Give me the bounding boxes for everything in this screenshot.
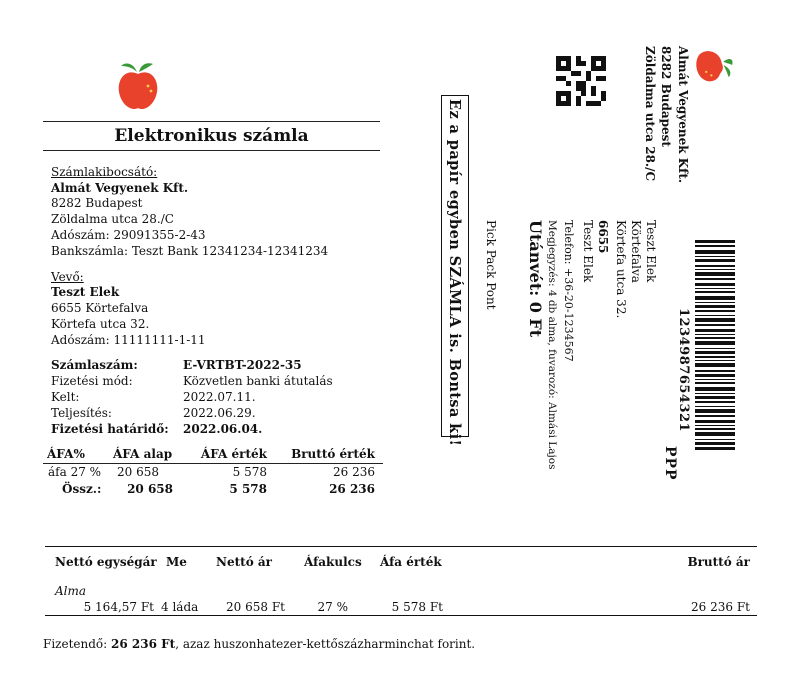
item-qty: 4 láda xyxy=(161,600,199,614)
issuer-street: Zöldalma utca 28./C xyxy=(51,212,174,226)
items-header-unit: Me xyxy=(166,555,187,569)
vat-row-value: 5 578 xyxy=(232,465,267,479)
items-header-unit-price: Nettó egységár xyxy=(55,555,157,569)
recipient-phone: Telefon: +36-20-1234567 xyxy=(562,220,575,362)
recipient-city: Körtefalva xyxy=(629,220,643,283)
issuer-city: 8282 Budapest xyxy=(51,196,143,210)
vat-total-label: Össz.: xyxy=(62,482,102,496)
items-header-net: Nettó ár xyxy=(216,555,272,569)
invoice-number-label: Számlaszám: xyxy=(51,358,138,372)
recipient-name-2: Teszt Elek xyxy=(581,220,595,283)
invoice-notice: Ez a papír egyben SZÁMLA is. Bontsa ki! xyxy=(446,99,463,447)
payable-line xyxy=(43,636,475,652)
buyer-name: Teszt Elek xyxy=(51,285,120,299)
issuer-name: Almát Vegyenek Kft. xyxy=(51,181,189,195)
fulfil-value: 2022.06.29. xyxy=(183,406,256,420)
items-header-gross: Bruttó ár xyxy=(687,555,750,569)
barcode xyxy=(695,240,735,450)
sender-street: Zöldalma utca 28./C xyxy=(643,46,657,182)
fulfil-label: Teljesítés: xyxy=(51,406,112,420)
due-value: 2022.06.04. xyxy=(183,422,263,436)
item-gross: 26 236 Ft xyxy=(691,600,750,614)
service-name: Pick Pack Pont xyxy=(484,220,498,310)
payable-words: , azaz huszonhatezer-kettőszázharminchat forint. xyxy=(175,637,476,651)
payable-amount: 26 236 Ft xyxy=(111,637,176,651)
recipient-street: Körtefa utca 32. xyxy=(614,220,628,319)
cod-amount: Utánvét: 0 Ft xyxy=(526,220,545,338)
item-vat: 5 578 Ft xyxy=(391,600,443,614)
sender-city: 8282 Budapest xyxy=(659,46,673,147)
vat-total-gross: 26 236 xyxy=(329,482,375,496)
invoice-number-value: E-VRTBT-2022-35 xyxy=(183,358,302,372)
shipping-note: Megjegyzés: 4 db alma, fuvarozó: Almási Lajos xyxy=(546,220,558,470)
due-label: Fizetési határidő: xyxy=(51,422,169,436)
vat-header-gross: Bruttó érték xyxy=(291,447,375,461)
recipient-zip: 6655 xyxy=(596,220,610,254)
issuer-tax: Adószám: 29091355-2-43 xyxy=(51,228,206,242)
issuer-bank: Bankszámla: Teszt Bank 12341234-12341234 xyxy=(51,244,329,258)
recipient-name: Teszt Elek xyxy=(644,220,658,283)
vat-header-rate: ÁFA% xyxy=(47,447,85,461)
date-label: Kelt: xyxy=(51,390,80,404)
qr-code xyxy=(556,56,606,106)
buyer-street: Körtefa utca 32. xyxy=(51,317,150,331)
vat-header-base: ÁFA alap xyxy=(113,447,173,461)
vat-header-value: ÁFA érték xyxy=(200,447,267,461)
invoice-title: Elektronikus számla xyxy=(43,121,380,151)
issuer-label: Számlakibocsátó: xyxy=(51,165,158,179)
payment-label: Fizetési mód: xyxy=(51,374,133,388)
carrier-code: PPP xyxy=(662,446,678,481)
item-net: 20 658 Ft xyxy=(226,600,285,614)
barcode-number: 1234987654321 xyxy=(676,308,691,433)
apple-logo-label xyxy=(694,46,734,84)
buyer-tax: Adószám: 11111111-1-11 xyxy=(51,333,206,347)
sender-name: Almát Vegyenek Kft. xyxy=(676,46,690,184)
buyer-label: Vevő: xyxy=(51,270,84,284)
vat-summary xyxy=(43,446,383,498)
payable-prefix: Fizetendő: xyxy=(43,637,112,651)
item-unit-price: 5 164,57 Ft xyxy=(83,600,154,614)
vat-row-rate: áfa 27 % xyxy=(48,465,102,479)
vat-total-base: 20 658 xyxy=(127,482,173,496)
date-value: 2022.07.11. xyxy=(183,390,256,404)
item-vat-rate: 27 % xyxy=(317,600,348,614)
vat-total-value: 5 578 xyxy=(229,482,267,496)
apple-logo xyxy=(115,58,161,112)
vat-row-base: 20 658 xyxy=(117,465,159,479)
items-table-bottom-rule xyxy=(45,615,757,616)
items-header-vat-rate: Áfakulcs xyxy=(304,555,362,569)
buyer-city: 6655 Körtefalva xyxy=(51,301,149,315)
items-header-vat: Áfa érték xyxy=(380,555,442,569)
payment-value: Közvetlen banki átutalás xyxy=(183,374,333,388)
vat-row-gross: 26 236 xyxy=(333,465,375,479)
item-name: Alma xyxy=(55,584,87,598)
items-table-top-rule xyxy=(45,546,757,547)
